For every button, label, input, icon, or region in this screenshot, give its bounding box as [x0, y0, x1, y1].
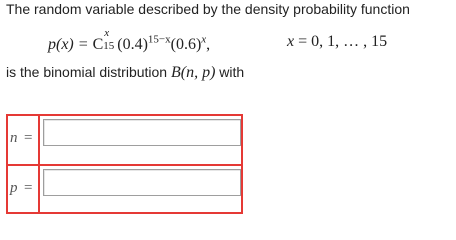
binomial-coefficient-sup: x: [104, 27, 110, 39]
question-intro: The random variable described by the density probability function: [6, 1, 410, 17]
n-input[interactable]: [43, 119, 241, 146]
formula-tail: ,: [206, 36, 211, 53]
answer-row-p: [8, 166, 241, 214]
pmf-formula: [48, 27, 211, 54]
description-suffix: with: [215, 64, 245, 80]
formula-exp2: x: [201, 33, 207, 46]
description-prefix: is the binomial distribution: [6, 64, 171, 80]
formula-exp1: 15−x: [147, 33, 171, 46]
binomial-coefficient-sub: 15: [103, 40, 115, 52]
label-cell-n: [8, 116, 40, 164]
binomial-coefficient-indices: [103, 27, 117, 52]
formula-base2: (0.6): [170, 36, 202, 53]
p-input[interactable]: [43, 169, 241, 196]
range-values: = 0, 1, … , 15: [294, 33, 388, 50]
formula-C: C: [92, 36, 104, 53]
range-var: x: [287, 33, 295, 50]
equals-sign: =: [24, 180, 33, 196]
formula-base1: (0.4): [117, 36, 148, 53]
answer-row-n: [8, 116, 241, 164]
formula-lhs: p(x) =: [48, 36, 93, 53]
question-description: [6, 64, 244, 82]
answer-table: [6, 114, 243, 214]
label-cell-p: [8, 166, 40, 214]
label-p: p: [10, 180, 18, 196]
description-math: B(n, p): [170, 64, 216, 81]
support-range: [287, 33, 387, 51]
label-n: n: [10, 130, 18, 146]
equals-sign: =: [24, 130, 33, 146]
